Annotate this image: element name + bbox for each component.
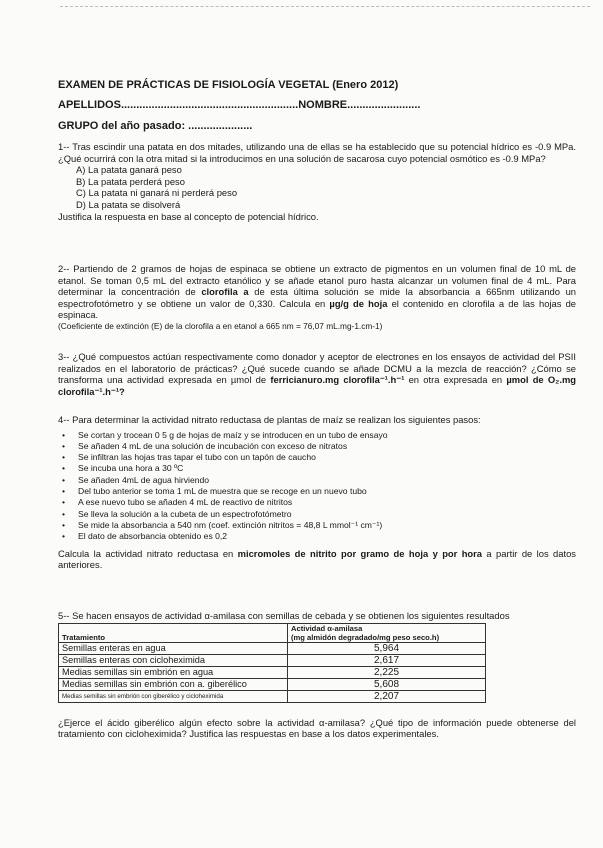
table-header [59,623,486,642]
question-1-footer: Justifica la respuesta en base al concepto de potencial hídrico. [58,210,319,222]
q3-bold-1: ferricianuro.mg clorofila⁻¹.h⁻¹ [270,374,405,386]
table-row [59,654,486,666]
row-value: 2,207 [288,690,486,702]
list-item: • Se añaden 4 mL de una solución de incubación con exceso de nitratos [78,441,576,452]
q3-text-2: en otra expresada en [404,374,507,386]
q4-calc-text-2: a partir de los datos anteriores. [58,547,576,571]
row-treatment: Semillas enteras en agua [59,642,288,654]
q4-calc [58,548,576,571]
q3-bold-2: µmol de O₂.mg clorofila⁻¹.h⁻¹? [58,374,577,397]
q2-text-3: el contenido en clorofila a de las hojas de espinaca. [58,297,576,321]
q4-intro: 4-- Para determinar la actividad nitrato reductasa de plantas de maíz se realizan los siguientes pasos: [58,414,481,425]
question-4 [58,414,576,571]
q5-question: ¿Ejerce el ácido giberélico algún efecto sobre la actividad α-amilasa? ¿Qué tipo de información puede obtenerse del tratamiento con cicloheximida? Justifica las respuestas en base a los datos experimentales. [58,716,576,740]
question-2 [58,263,576,333]
apellidos-nombre-field: APELLIDOS..........................................................NOMBRE........................ [58,99,421,111]
col-tratamiento: Tratamiento [59,623,288,642]
q2-text-1: 2-- Partiendo de 2 gramos de hojas de espinaca se obtiene un extracto de pigmentos en un volumen final de 10 mL de etanol. Se toman 0,5 mL del extracto etanólico y se añade etanol puro hasta alcanzar un volumen final de 4 mL. Para determinar la concentración de [58,263,576,298]
list-item: • Se incuba una hora a 30 ºC [78,463,576,474]
question-1-text: 1-- Tras escindir una patata en dos mitades, utilizando una de ellas se ha establecido que su potencial hídrico es -0.9 MPa. ¿Qué ocurrirá con la otra mitad si la introducimos en una solución de sacarosa cuyo potencial osmótico es -0.9 MPa? [58,141,576,164]
row-value: 5,964 [288,642,486,654]
question-3 [58,351,576,397]
row-treatment: Medias semillas sin embrión en agua [59,666,288,678]
q2-bold-2: µg/g de hoja [329,297,388,309]
list-item: • A ese nuevo tubo se añaden 4 mL de reactivo de nitritos [78,497,576,508]
q2-note: (Coeficiente de extinción (E) de la clorofila a en etanol a 665 nm = 76,07 mL.mg-1.cm-1) [58,320,383,331]
list-item: • Del tubo anterior se toma 1 mL de muestra que se recoge en un nuevo tubo [78,486,576,497]
q3-text-1: 3-- ¿Qué compuestos actúan respectivamente como donador y aceptor de electrones en los ensayos de actividad del PSII realizados en el laboratorio de prácticas? ¿Qué sucede cuando se añade DCMU a la mezcla de reacción? ¿Cómo se transforma una actividad expresada en µmol de [58,351,576,386]
exam-title: EXAMEN DE PRÁCTICAS DE FISIOLOGÍA VEGETAL (Enero 2012) [58,79,399,91]
scan-edge-line [60,6,590,7]
list-item: • Se infiltran las hojas tras tapar el tubo con un tapón de caucho [78,452,576,463]
grupo-field: GRUPO del año pasado: ..................... [58,120,253,132]
list-item: • Se cortan y trocean 0 5 g de hojas de maíz y se introducen en un tubo de ensayo [78,430,576,441]
q4-calc-bold: micromoles de nitrito por gramo de hoja y por hora [237,547,483,559]
option-a: A) La patata ganará peso [76,164,182,176]
question-5 [58,610,576,740]
col-actividad-units: (mg almidón degradado/mg peso seco.h) [291,632,440,642]
option-b: B) La patata perderá peso [76,175,185,187]
table-row [59,678,486,690]
row-value: 2,225 [288,666,486,678]
q2-text-2: de esta última solución se mide la absorbancia a 665nm utilizando un espectrofotómetro y se obtiene un valor de 0,330. Calcula en [58,286,576,309]
table-row [59,666,486,678]
row-treatment: Medias semillas sin embrión con a. giberélico [59,678,288,690]
option-d: D) La patata se disolverá [76,198,181,210]
list-item: • El dato de absorbancia obtenido es 0,2 [78,531,576,542]
row-treatment: Medias semillas sin embrión con giberélico y cicloheximida [59,690,288,702]
question-1 [58,141,576,222]
results-table [58,623,486,703]
list-item: • Se añaden 4mL de agua hirviendo [78,475,576,486]
list-item: • Se mide la absorbancia a 540 nm (coef. extinción nitritos = 48,8 L mmol⁻¹ cm⁻¹) [78,520,576,531]
col-actividad [288,623,486,642]
row-treatment: Semillas enteras con cicloheximida [59,654,288,666]
table-row [59,690,486,702]
table-row [59,642,486,654]
option-c: C) La patata ni ganará ni perderá peso [76,187,238,199]
col-actividad-title: Actividad α-amilasa [291,623,363,633]
row-value: 2,617 [288,654,486,666]
row-value: 5,608 [288,678,486,690]
q4-steps [58,430,576,543]
question-1-options [76,164,576,210]
q2-bold-1: clorofila a [201,286,249,298]
list-item: • Se lleva la solución a la cubeta de un espectrofotómetro [78,509,576,520]
q4-calc-text-1: Calcula la actividad nitrato reductasa en [58,547,238,559]
q5-intro: 5-- Se hacen ensayos de actividad α-amilasa con semillas de cebada y se obtienen los siguientes resultados [58,610,510,621]
